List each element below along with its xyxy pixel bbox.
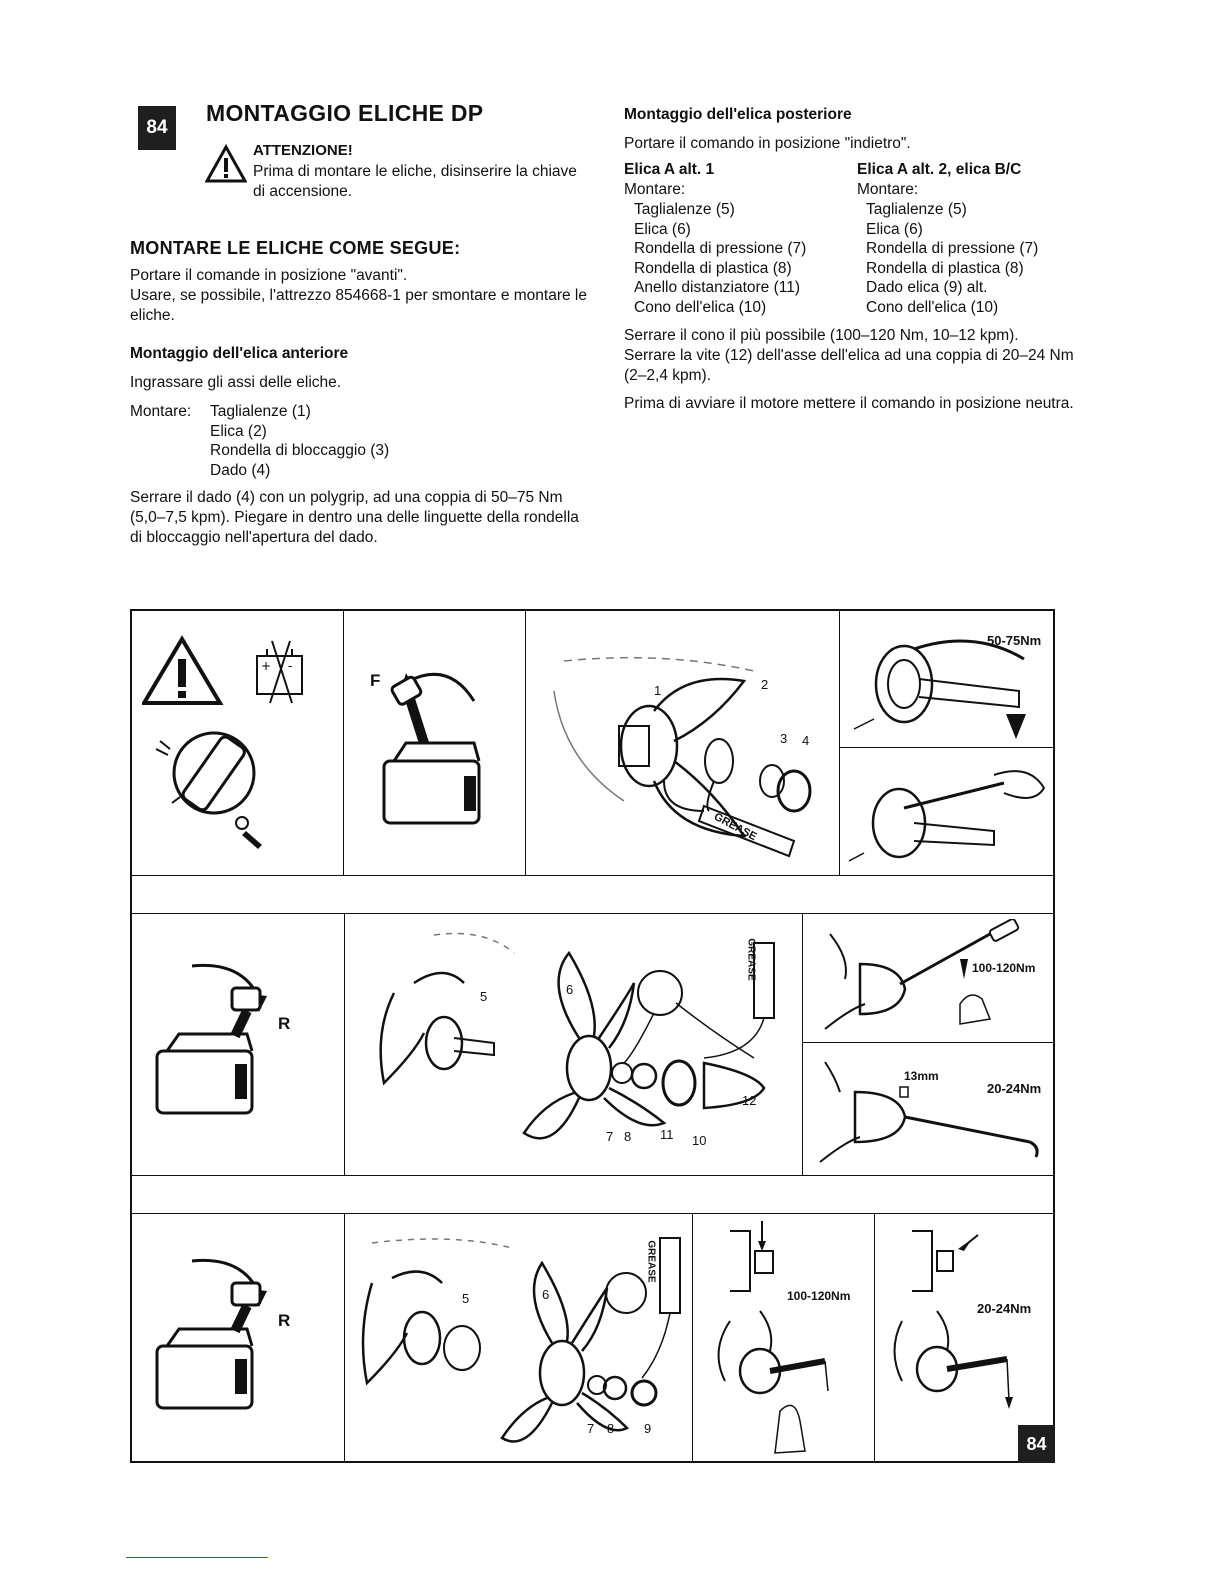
intro-position: Portare il comande in posizione "avanti".: [130, 267, 408, 284]
list-item: Taglialenze (1): [210, 403, 311, 420]
rear-tighten-screw: Serrare la vite (12) dell'asse dell'elica ad una coppia di 20–24 Nm (2–2,4 kpm).: [624, 347, 1074, 384]
part-number: 10: [692, 1133, 707, 1148]
grease-label: GREASE: [645, 1240, 657, 1283]
part-number: 8: [624, 1129, 632, 1144]
grease-tube-icon: [704, 943, 774, 1058]
list-item: Dado (4): [210, 461, 271, 479]
torque-cone-label: 100-120Nm: [972, 961, 1036, 975]
control-box-icon: [384, 676, 479, 823]
propeller-icon: [381, 973, 494, 1083]
illustration-grid: [130, 609, 1055, 1463]
svg-text:-: -: [288, 659, 293, 673]
part-number: 6: [566, 982, 574, 997]
control-box-icon: [157, 1283, 260, 1408]
list-item: Elica (6): [634, 220, 691, 238]
list-item: Taglialenze (5): [634, 201, 735, 218]
screw-torque-figure: [810, 1047, 1050, 1171]
lock-washer-nut-icon: [760, 765, 810, 811]
list-item: Rondella di bloccaggio (3): [210, 442, 390, 459]
battery-crossed-icon: [257, 641, 302, 703]
list-item: Rondella di plastica (8): [866, 259, 1024, 277]
front-mount-label: Montare:: [130, 403, 192, 420]
warning-icon: [205, 144, 247, 184]
front-propeller-exploded-figure: [544, 631, 829, 861]
rear-col-b-heading: Elica A alt. 2, elica B/C: [857, 161, 1022, 178]
list-item: Dado elica (9) alt.: [866, 279, 988, 296]
part-number: 9: [644, 1421, 652, 1436]
rear-col-a-mount-label: Montare:: [624, 181, 686, 198]
rear-col-b-mount-label: Montare:: [857, 181, 919, 198]
control-lever-reverse-figure: [147, 1251, 337, 1461]
warning-triangle-icon: [144, 639, 220, 703]
rear-col-a-heading: Elica A alt. 1: [624, 161, 715, 178]
grease-label: GREASE: [745, 938, 757, 981]
reverse-label: R: [278, 1311, 291, 1330]
list-item: Cono dell'elica (10): [866, 298, 999, 316]
front-propeller-heading: Montaggio dell'elica anteriore: [130, 345, 349, 362]
footer-rule: [126, 1557, 268, 1558]
nut-torque-alt2-figure: [882, 1221, 1047, 1421]
part-number: 5: [480, 989, 488, 1004]
front-parts-list: [210, 402, 389, 480]
bend-tab-figure: [844, 753, 1049, 871]
cone-torque-alt2-figure: [700, 1221, 868, 1459]
rear-col-b-parts-list: [866, 200, 1038, 317]
warning-heading: ATTENZIONE!: [253, 142, 353, 159]
rear-position-text: Portare il comando in posizione "indietro".: [624, 135, 911, 152]
propeller-icon: [502, 1263, 627, 1441]
rear-propeller-alt1-figure: [354, 923, 794, 1168]
list-item: Cono dell'elica (10): [634, 298, 767, 316]
torque-screw-label: 20-24Nm: [987, 1081, 1042, 1096]
part-number: 3: [780, 731, 788, 746]
svg-text:+: +: [261, 659, 272, 673]
ignition-key-icon: [156, 733, 262, 849]
rear-neutral-text: Prima di avviare il motore mettere il comando in posizione neutra.: [624, 395, 1074, 412]
warning-text: Prima di montare le eliche, disinserire la chiave di accensione.: [253, 163, 577, 200]
part-number: 12: [742, 1093, 757, 1108]
control-lever-reverse-figure: [147, 956, 337, 1166]
list-item: Anello distanziatore (11): [634, 279, 800, 296]
forward-label: F: [370, 671, 381, 690]
section-number-badge: 84: [138, 106, 176, 150]
list-item: Elica (6): [866, 220, 923, 238]
ignition-off-figure: [142, 631, 332, 861]
reverse-label: R: [278, 1014, 291, 1033]
propeller-icon: [619, 679, 744, 836]
propeller-icon: [363, 1272, 480, 1383]
intro-tool: Usare, se possibile, l'attrezzo 854668-1 per smontare e montare le eliche.: [130, 287, 588, 324]
list-item: Elica (2): [210, 422, 267, 440]
rear-tighten-cone: Serrare il cono il più possibile (100–120 Nm, 10–12 kpm).: [624, 327, 1019, 344]
part-number: 6: [542, 1287, 550, 1302]
list-item: Rondella di pressione (7): [634, 240, 807, 257]
rear-col-a-parts-list: [634, 200, 806, 317]
control-lever-forward-figure: [364, 651, 514, 851]
wrench-size-label: 13mm: [904, 1069, 939, 1083]
rear-propeller-heading: Montaggio dell'elica posteriore: [624, 106, 852, 123]
part-number: 2: [761, 677, 769, 692]
grease-label: GREASE: [711, 810, 759, 844]
front-grease-text: Ingrassare gli assi delle eliche.: [130, 374, 342, 391]
part-number: 4: [802, 733, 810, 748]
part-number: 7: [587, 1421, 595, 1436]
list-item: Taglialenze (5): [866, 201, 967, 218]
part-number: 7: [606, 1129, 614, 1144]
propeller-icon: [524, 953, 664, 1138]
torque-nut-label: 50-75Nm: [987, 633, 1042, 648]
part-number: 5: [462, 1291, 470, 1306]
cone-torque-figure: [810, 919, 1050, 1039]
list-item: Rondella di plastica (8): [634, 259, 792, 277]
list-item: Rondella di pressione (7): [866, 240, 1039, 257]
torque-screw-label: 20-24Nm: [977, 1301, 1032, 1316]
page-title: MONTAGGIO ELICHE DP: [206, 100, 484, 126]
page-number-badge: 84: [1018, 1425, 1055, 1463]
nut-torque-figure: [844, 619, 1049, 744]
torque-cone-label: 100-120Nm: [787, 1289, 851, 1303]
rear-propeller-alt2-figure: [352, 1223, 687, 1458]
front-tighten-text: Serrare il dado (4) con un polygrip, ad una coppia di 50–75 Nm (5,0–7,5 kpm). Piegare in dentro una delle linguette della rondella di bloccaggio nell'apertura del dado.: [130, 489, 579, 546]
part-number: 1: [654, 683, 662, 698]
part-number: 11: [660, 1127, 674, 1142]
control-box-icon: [157, 988, 260, 1113]
procedure-subtitle: MONTARE LE ELICHE COME SEGUE:: [130, 238, 461, 258]
part-number: 8: [607, 1421, 615, 1436]
